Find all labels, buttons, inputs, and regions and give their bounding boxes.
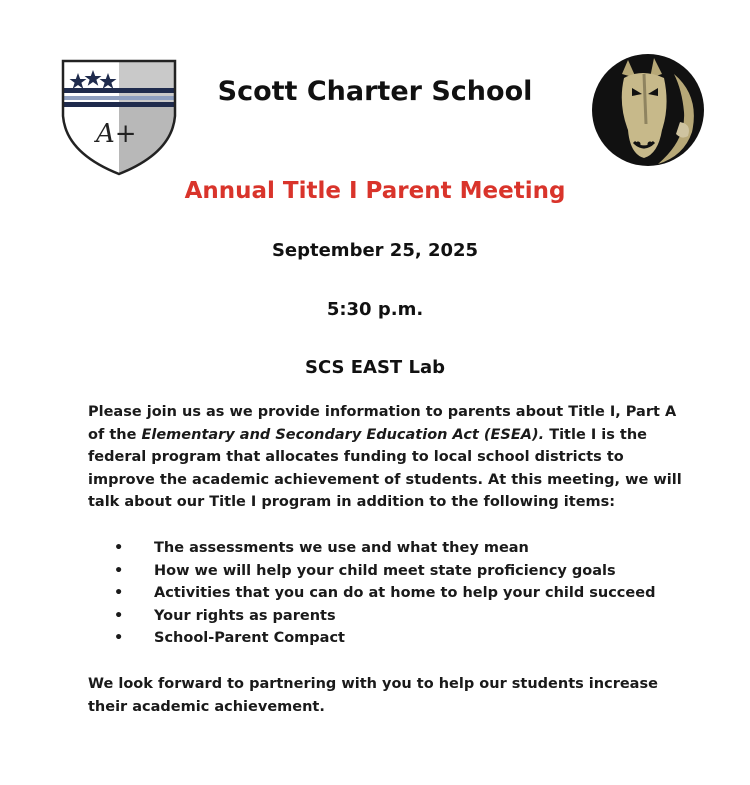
bullet-icon: • — [114, 607, 124, 624]
school-crest-logo — [60, 58, 178, 176]
horse-mascot-logo — [588, 44, 706, 172]
closing-paragraph: We look forward to partnering with you to help our students increase their academic achievement. — [88, 676, 658, 715]
list-item — [88, 582, 688, 605]
bullet-icon: • — [114, 630, 124, 647]
list-item — [88, 605, 688, 628]
meeting-location: SCS EAST Lab — [305, 357, 445, 378]
list-item — [88, 537, 688, 560]
crest-text: A+ — [96, 119, 137, 149]
intro-paragraph — [88, 401, 688, 514]
list-item — [88, 560, 688, 583]
list-item-text: Activities that you can do at home to help your child succeed — [154, 585, 656, 602]
intro-text-end: Title I is the federal program that allocates funding to local school districts to improve the academic achievement of students. At this meeting, we will talk about our Title I program in addition to the following items: — [88, 426, 682, 511]
list-item-text: School-Parent Compact — [154, 630, 345, 647]
list-item — [88, 627, 688, 650]
meeting-time: 5:30 p.m. — [326, 299, 424, 320]
list-item-text: The assessments we use and what they mean — [154, 540, 529, 556]
act-name: Elementary and Secondary Education Act (ESEA). — [141, 426, 545, 443]
list-item-text: How we will help your child meet state proficiency goals — [154, 562, 616, 579]
bullet-icon: • — [114, 585, 124, 602]
bullet-icon: • — [114, 562, 124, 579]
school-name: Scott Charter School — [217, 76, 533, 107]
meeting-date: September 25, 2025 — [271, 240, 479, 261]
bullet-icon: • — [114, 540, 124, 556]
intro-text-start: Please join us as we provide information to parents about Title I, Part A of the — [88, 404, 677, 443]
list-item-text: Your rights as parents — [154, 607, 336, 624]
agenda-list — [88, 537, 688, 650]
meeting-title: Annual Title I Parent Meeting — [184, 178, 566, 204]
